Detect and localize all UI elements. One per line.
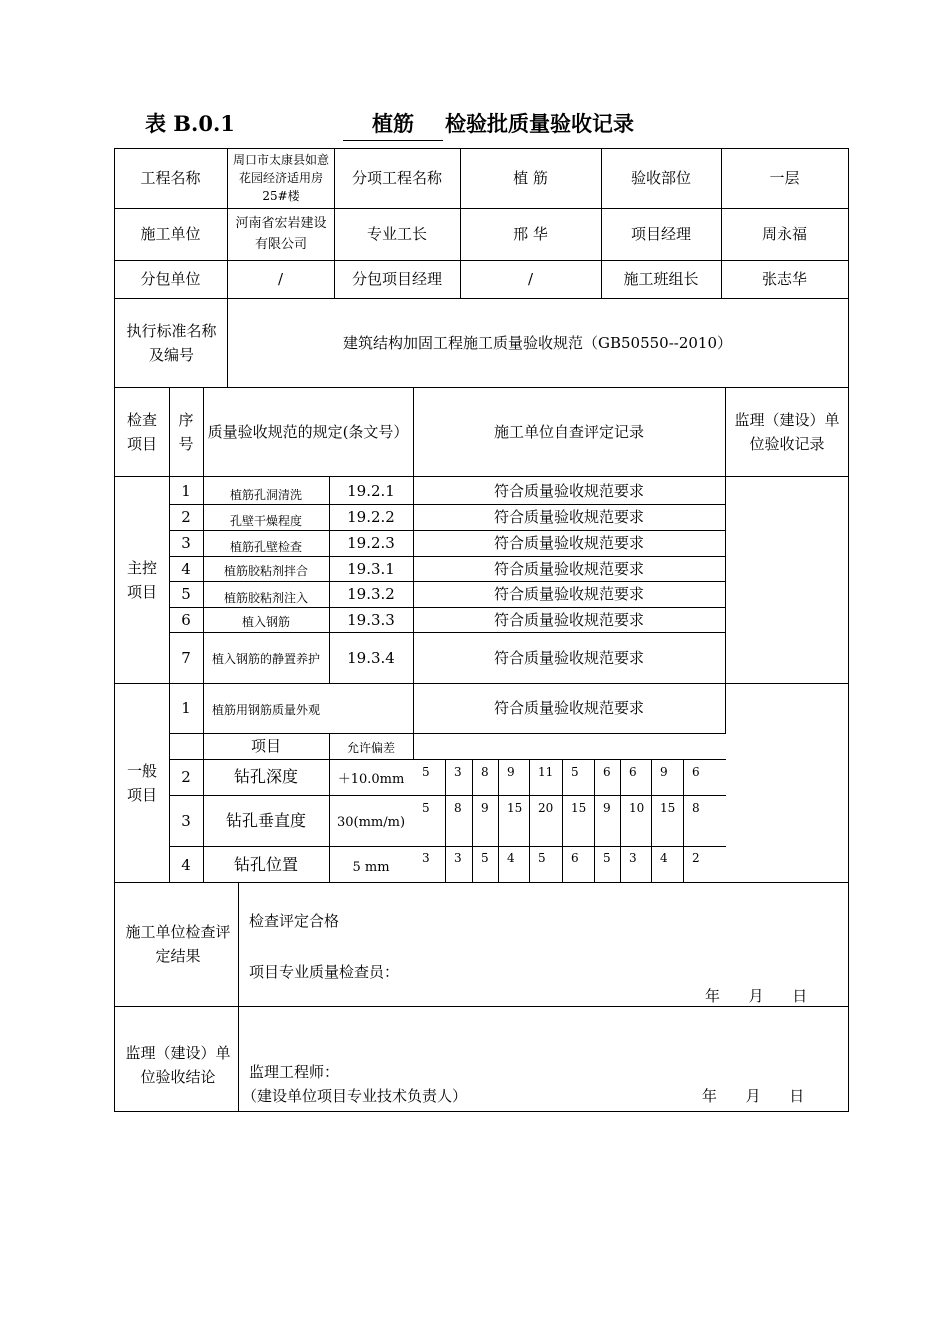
measured-value: 6 bbox=[571, 851, 579, 865]
foreman-label: 专业工长 bbox=[366, 225, 427, 243]
measured-value: 3 bbox=[454, 765, 462, 779]
measured-value: 3 bbox=[422, 851, 430, 865]
row-name: 钻孔深度 bbox=[233, 767, 298, 786]
subproject-label: 分项工程名称 bbox=[351, 169, 442, 187]
contractor-value: 河南省宏岩建设有限公司 bbox=[235, 216, 327, 252]
row-name: 钻孔位置 bbox=[233, 854, 298, 874]
row-name: 植入钢筋的静置养护 bbox=[211, 651, 320, 666]
pm-label: 项目经理 bbox=[630, 225, 691, 243]
main-control-label: 主控项目 bbox=[126, 558, 157, 601]
measured-value: 20 bbox=[538, 801, 554, 815]
measured-value: 6 bbox=[692, 765, 700, 779]
row-no: 3 bbox=[181, 534, 191, 552]
col-seq: 序号 bbox=[178, 410, 194, 453]
row-clause: 19.2.2 bbox=[347, 508, 395, 526]
contractor-result-text: 检查评定合格 bbox=[249, 912, 340, 930]
part-value: 一层 bbox=[769, 169, 800, 187]
owner-tech-lead-label: （建设单位项目专业技术负责人） bbox=[242, 1087, 468, 1105]
row-no: 2 bbox=[181, 508, 191, 526]
measured-value: 11 bbox=[538, 765, 554, 779]
row-result: 符合质量验收规范要求 bbox=[493, 648, 644, 667]
table-number: 表 B.0.1 bbox=[145, 111, 235, 136]
contractor-result-label: 施工单位检查评定结果 bbox=[125, 923, 231, 965]
row-tolerance: 5 mm bbox=[352, 859, 390, 875]
measured-value: 3 bbox=[629, 851, 637, 865]
row-no: 2 bbox=[181, 768, 191, 786]
title-subject: 植筋 bbox=[343, 108, 443, 141]
standard-value: 建筑结构加固工程施工质量验收规范（GB50550--2010） bbox=[342, 333, 733, 352]
row-clause: 19.3.1 bbox=[347, 559, 395, 578]
row-no: 7 bbox=[181, 648, 191, 667]
supervisor-result-label: 监理（建设）单位验收结论 bbox=[125, 1043, 231, 1086]
part-label: 验收部位 bbox=[630, 169, 691, 187]
col-item: 检查项目 bbox=[126, 410, 157, 453]
measured-value: 5 bbox=[422, 765, 430, 779]
contractor-label: 施工单位 bbox=[140, 225, 201, 243]
general-label: 一般项目 bbox=[126, 762, 157, 804]
measured-value: 8 bbox=[454, 801, 462, 815]
row-tolerance: ＋10.0mm bbox=[337, 772, 405, 787]
row-result: 符合质量验收规范要求 bbox=[493, 585, 644, 603]
measured-value: 5 bbox=[603, 851, 611, 865]
contractor-sign-date: 年 月 日 bbox=[705, 987, 808, 1005]
supervisor-engineer-label: 监理工程师： bbox=[249, 1063, 340, 1081]
row-name: 植筋胶粘剂注入 bbox=[223, 590, 308, 605]
row-result: 符合质量验收规范要求 bbox=[493, 508, 644, 526]
quality-inspector-label: 项目专业质量检查员： bbox=[249, 963, 400, 981]
measured-value: 6 bbox=[603, 765, 611, 779]
row-result: 符合质量验收规范要求 bbox=[493, 534, 644, 552]
row-result: 符合质量验收规范要求 bbox=[493, 610, 644, 629]
measured-value: 3 bbox=[454, 851, 462, 865]
sub-pm-label: 分包项目经理 bbox=[351, 270, 442, 288]
sub-contractor-value: / bbox=[277, 270, 284, 288]
row-name: 植筋孔洞清洗 bbox=[229, 487, 302, 502]
sub-header-tolerance: 允许偏差 bbox=[346, 740, 395, 755]
col-spec: 质量验收规范的规定(条文号） bbox=[207, 422, 409, 441]
row-result: 符合质量验收规范要求 bbox=[493, 559, 644, 578]
project-name-value: 周口市太康县如意花园经济适用房 25#楼 bbox=[232, 153, 329, 203]
row-clause: 19.2.1 bbox=[347, 482, 395, 500]
col-supervisor-record: 监理（建设）单位验收记录 bbox=[734, 410, 840, 453]
measured-value: 8 bbox=[481, 765, 489, 779]
row-no: 1 bbox=[181, 482, 191, 500]
standard-label: 执行标准名称及编号 bbox=[126, 321, 217, 364]
measured-value: 8 bbox=[692, 801, 700, 815]
row-name: 植筋孔壁检查 bbox=[229, 539, 302, 554]
foreman-value: 邢 华 bbox=[513, 225, 548, 243]
row-tolerance: 30(mm/m) bbox=[336, 814, 406, 830]
page-title: 检验批质量验收记录 bbox=[445, 111, 634, 136]
row-name: 植筋胶粘剂拌合 bbox=[223, 564, 308, 578]
row-result: 符合质量验收规范要求 bbox=[493, 699, 644, 717]
measured-value: 15 bbox=[571, 801, 587, 815]
supervisor-sign-date: 年 月 日 bbox=[702, 1087, 805, 1105]
measured-value: 5 bbox=[538, 851, 546, 865]
sub-pm-value: / bbox=[527, 270, 534, 288]
team-value: 张志华 bbox=[761, 270, 807, 288]
row-clause: 19.2.3 bbox=[347, 534, 395, 552]
row-clause: 19.3.3 bbox=[347, 610, 395, 629]
team-label: 施工班组长 bbox=[623, 270, 699, 288]
row-no: 4 bbox=[181, 855, 191, 874]
row-no: 4 bbox=[181, 559, 191, 578]
measured-value: 15 bbox=[507, 801, 523, 815]
row-name: 孔壁干燥程度 bbox=[229, 513, 302, 528]
measured-value: 9 bbox=[507, 765, 515, 779]
measured-value: 4 bbox=[507, 851, 515, 865]
row-no: 1 bbox=[181, 699, 191, 717]
row-name: 植筋用钢筋质量外观 bbox=[211, 703, 320, 717]
row-clause: 19.3.4 bbox=[347, 648, 395, 667]
measured-value: 6 bbox=[629, 765, 637, 779]
measured-value: 4 bbox=[660, 851, 668, 865]
row-name: 钻孔垂直度 bbox=[225, 810, 306, 830]
subproject-value: 植 筋 bbox=[513, 169, 548, 187]
row-clause: 19.3.2 bbox=[347, 585, 395, 603]
measured-value: 5 bbox=[571, 765, 579, 779]
row-no: 6 bbox=[181, 610, 191, 629]
project-name-label: 工程名称 bbox=[140, 169, 201, 187]
measured-value: 5 bbox=[481, 851, 489, 865]
row-no: 3 bbox=[181, 811, 191, 830]
sub-contractor-label: 分包单位 bbox=[140, 270, 201, 288]
row-name: 植入钢筋 bbox=[241, 615, 290, 629]
sub-header-item: 项目 bbox=[250, 737, 281, 755]
row-no: 5 bbox=[181, 585, 191, 603]
pm-value: 周永福 bbox=[761, 225, 807, 243]
measured-value: 5 bbox=[422, 801, 430, 815]
measured-value: 9 bbox=[603, 801, 611, 815]
measured-value: 9 bbox=[481, 801, 489, 815]
row-result: 符合质量验收规范要求 bbox=[493, 482, 644, 500]
measured-value: 9 bbox=[660, 765, 668, 779]
measured-value: 10 bbox=[629, 801, 645, 815]
measured-value: 15 bbox=[660, 801, 676, 815]
col-self-record: 施工单位自查评定记录 bbox=[493, 422, 644, 441]
measured-value: 2 bbox=[692, 851, 700, 865]
